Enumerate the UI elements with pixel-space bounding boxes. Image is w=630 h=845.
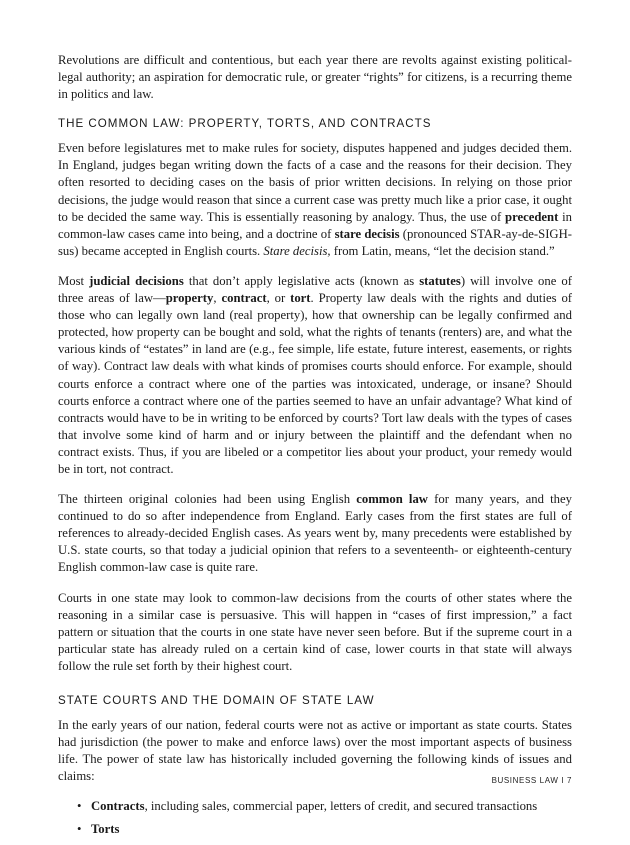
text-run: . Property law deals with the rights and duties of those who can legally own land (real property), how that ownership can be legally confirmed and protected, how property can be bought and sold, what the rights of tenants (renters) are, and what the various kinds of “estates” in land are (e.g., fee simple, life estate, future interest, easements, or rights of way). Contract law deals with what kinds of promises courts should enforce. For example, should courts enforce a contract where one of the parties was intoxicated, underage, or insane? Should courts enforce a contract where one of the parties seemed to have an unfair advantage? What kind of contracts would have to be in writing to be enforced by courts? Tort law deals with the types of cases that involve some kind of harm and or injury between the plaintiff and the defendant when no contract exists. Thus, if you are libeled or a competitor lies about your product, your remedy would be in tort, not contract. — [58, 291, 573, 476]
term-stare-decisis: stare decisis — [334, 226, 400, 241]
paragraph-other-states: Courts in one state may look to common-law decisions from the courts of other states where the reasoning in a similar case is persuasive. This will happen in “cases of first impression,” a fact pattern or situation that the courts in one state have never seen before. But if the supreme court in a particular state has already ruled on a certain kind of case, lower courts in that state will always follow the rule set forth by their highest court. — [58, 590, 572, 673]
term-common-law: common law — [356, 492, 428, 507]
term-precedent: precedent — [505, 209, 559, 224]
term-contract: contract — [221, 291, 267, 306]
text-run: , — [213, 291, 222, 306]
paragraph-early-years: In the early years of our nation, federal courts were not as active or important as state courts. States had jurisdiction (the power to make and enforce laws) over the most important aspects of business life. The power of state law has historically included governing the following kinds of issues and claims: — [58, 718, 572, 784]
section-heading-common-law: THE COMMON LAW: PROPERTY, TORTS, AND CONTRACTS — [58, 117, 432, 131]
text-run: from Latin, means, “let the decision stand.” — [330, 243, 555, 258]
list-item-term: Torts — [91, 822, 120, 837]
text-run: , or — [266, 291, 291, 306]
text-run: ) will involve one of three areas of law— — [58, 273, 573, 306]
bullet-icon: • — [77, 799, 82, 814]
page-content — [58, 52, 572, 845]
term-judicial-decisions: judicial decisions — [89, 273, 184, 288]
intro-paragraph: Revolutions are difficult and contentious, but each year there are revolts against existing political-legal authority; an aspiration for democratic rule, or greater “rights” for citizens, is a recurring theme in politics and law. — [58, 53, 572, 102]
list-item — [58, 821, 572, 838]
term-tort: tort — [290, 291, 311, 306]
page-footer: BUSINESS LAW I 7 — [491, 776, 572, 785]
text-run: The thirteen original colonies had been using English — [58, 492, 357, 507]
term-stare-decisis-italic: Stare decisis, — [263, 243, 331, 258]
term-statutes: statutes — [419, 273, 461, 288]
paragraph-precedent — [58, 140, 572, 260]
text-run: that don’t apply legislative acts (known as — [183, 273, 420, 288]
list-item-text: , including sales, commercial paper, letters of credit, and secured transactions — [144, 799, 538, 814]
state-law-list — [58, 798, 572, 838]
paragraph-colonies — [58, 491, 572, 576]
bullet-icon: • — [77, 822, 82, 837]
list-item — [58, 798, 572, 815]
paragraph-judicial-decisions — [58, 273, 572, 478]
term-property: property — [165, 291, 214, 306]
section-heading-state-courts: STATE COURTS AND THE DOMAIN OF STATE LAW — [58, 694, 375, 707]
text-run: (pronounced STAR-ay-de-SIGH-sus) became accepted in English courts. — [58, 226, 572, 258]
list-item-term: Contracts — [91, 799, 145, 814]
text-run: Even before legislatures met to make rules for society, disputes happened and judges decided them. In England, judges began writing down the facts of a case and the reasons for their decision. They often resorted to deciding cases on the basis of prior written decisions. In relying on those prior decisions, the judge would reason that since a current case was pretty much like a prior case, it ought to be decided the same way. This is essentially reasoning by analogy. Thus, the use of — [58, 141, 572, 224]
text-run: in common-law cases came into being, and a doctrine of — [58, 209, 572, 241]
text-run: Most — [58, 273, 90, 288]
text-run: for many years, and they continued to do so after independence from England. Early cases from the first states are full of references to already-decided English cases. As years went by, many precedents were established by U.S. state courts, so that today a judicial opinion that refers to a seventeenth- or eighteenth-century English common-law case is quite rare. — [58, 492, 572, 575]
